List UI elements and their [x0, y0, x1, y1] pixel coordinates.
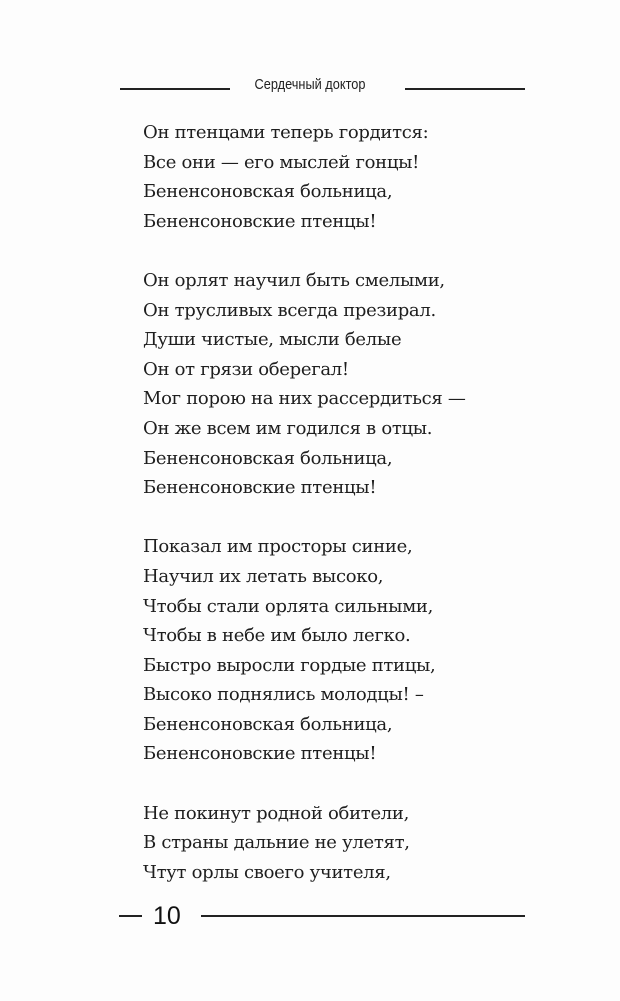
poem-line: Мог порою на них рассердиться —: [143, 388, 466, 410]
running-title: Сердечный доктор: [254, 77, 366, 93]
stanza: [143, 266, 466, 503]
poem-line: Чтобы стали орлята сильными,: [143, 595, 434, 617]
poem-line: Он трусливых всегда презирал.: [143, 299, 436, 321]
header-rule-right: [405, 88, 525, 90]
footer-rule-left: [119, 915, 142, 917]
poem-line: Бененсоновская больница,: [143, 181, 393, 203]
poem-line: Быстро выросли гордые птицы,: [143, 654, 436, 676]
poem-line: Он от грязи оберегал!: [143, 358, 349, 380]
poem-line: Он же всем им годился в отцы.: [143, 417, 433, 439]
poem-line: В страны дальние не улетят,: [143, 832, 410, 854]
page-number: 10: [153, 902, 181, 930]
poem-line: Бененсоновская больница,: [143, 713, 393, 735]
poem-line: Бененсоновские птенцы!: [143, 477, 377, 499]
poem-line: Он птенцами теперь гордится:: [143, 122, 429, 143]
poem-line: Показал им просторы синие,: [143, 536, 413, 558]
poem: [143, 118, 466, 917]
stanza: [143, 799, 466, 888]
footer-rule-right: [201, 915, 525, 917]
poem-line: Бененсоновская больница,: [143, 447, 393, 469]
poem-line: Он орлят научил быть смелыми,: [143, 269, 445, 291]
poem-line: Бененсоновские птенцы!: [143, 743, 377, 765]
poem-line: Высоко поднялись молодцы! –: [143, 684, 424, 706]
poem-line: Не покинут родной обители,: [143, 802, 410, 824]
poem-line: Чтобы в небе им было легко.: [143, 625, 411, 647]
stanza: [143, 532, 466, 769]
poem-line: Научил их летать высоко,: [143, 565, 384, 587]
poem-line: Чтут орлы своего учителя,: [143, 861, 391, 883]
poem-line: Души чистые, мысли белые: [143, 329, 402, 351]
poem-line: Все они — его мыслей гонцы!: [143, 151, 420, 173]
stanza: [143, 118, 466, 236]
poem-line: Бененсоновские птенцы!: [143, 210, 377, 232]
